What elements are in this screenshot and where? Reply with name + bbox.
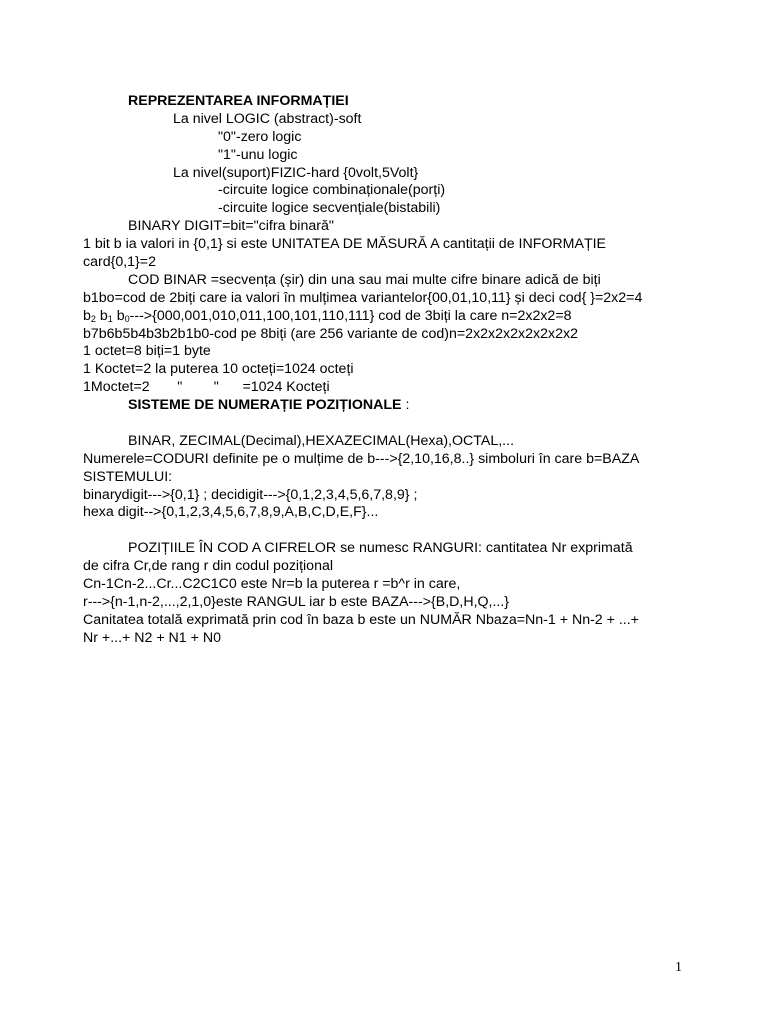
text-line: BINARY DIGIT=bit="cifra binară" <box>128 218 334 235</box>
text-line: Nr +...+ N2 + N1 + N0 <box>83 629 221 646</box>
text-line: card{0,1}=2 <box>83 254 156 271</box>
text-line: "1"-unu logic <box>218 146 298 163</box>
text-line: La nivel(suport)FIZIC-hard {0volt,5Volt} <box>173 164 419 181</box>
subscript: 1 <box>107 313 113 324</box>
text-line: b7b6b5b4b3b2b1b0-cod pe 8biți (are 256 variante de cod)n=2x2x2x2x2x2x2x2 <box>83 325 578 342</box>
text-line: SISTEMULUI: <box>83 468 173 485</box>
text-line: 1 Koctet=2 la puterea 10 octeți=1024 octeți <box>83 361 354 378</box>
section-colon: : <box>401 397 410 414</box>
subscript: 2 <box>90 313 96 324</box>
text-line: Numerele=CODURI definite pe o mulțime de b--->{2,10,16,8..} simboluri în care b=BAZA <box>83 450 640 467</box>
subscript: 0 <box>124 313 130 324</box>
text-line: COD BINAR =secvența (șir) din una sau mai multe cifre binare adică de biți <box>128 271 601 288</box>
heading: REPREZENTAREA INFORMAȚIEI <box>128 93 349 109</box>
document-body <box>83 93 683 648</box>
text-line: La nivel LOGIC (abstract)-soft <box>173 110 362 127</box>
page-number: 1 <box>675 960 682 975</box>
text-fragment: --->{000,001,010,011,100,101,110,111} cod de 3biți la care n=2x2x2=8 <box>129 307 572 324</box>
blank-line <box>83 522 683 540</box>
text-line: de cifra Cr,de rang r din codul pozițional <box>83 558 333 575</box>
text-line: Canitatea totală exprimată prin cod în baza b este un NUMĂR Nbaza=Nn-1 + Nn-2 + ...+ <box>83 611 639 628</box>
blank-line <box>83 415 683 433</box>
text-line: hexa digit-->{0,1,2,3,4,5,6,7,8,9,A,B,C,D,E,F}... <box>83 504 379 521</box>
section-title: SISTEME DE NUMERAȚIE POZIȚIONALE <box>128 397 402 414</box>
text-fragment: b <box>95 307 108 324</box>
text-line-subscripts <box>83 308 683 326</box>
text-line: 1Moctet=2 " " =1024 Kocteți <box>83 379 330 396</box>
text-line: BINAR, ZECIMAL(Decimal),HEXAZECIMAL(Hexa),OCTAL,... <box>128 432 515 449</box>
text-fragment: b <box>83 307 91 324</box>
text-line: 1 bit b ia valori in {0,1} si este UNITATEA DE MĂSURĂ A cantitații de INFORMAȚIE <box>83 236 607 253</box>
text-line: -circuite logice combinaționale(porți) <box>218 182 446 199</box>
section-heading <box>83 397 683 415</box>
text-line: "0"-zero logic <box>218 128 302 145</box>
text-line: POZIȚIILE ÎN COD A CIFRELOR se numesc RANGURI: cantitatea Nr exprimată <box>128 540 633 557</box>
text-fragment: b <box>112 307 125 324</box>
text-line: Cn-1Cn-2...Cr...C2C1C0 este Nr=b la puterea r =b^r in care, <box>83 576 461 593</box>
text-line: binarydigit--->{0,1} ; decidigit--->{0,1,2,3,4,5,6,7,8,9} ; <box>83 486 418 503</box>
text-line: 1 octet=8 biți=1 byte <box>83 343 211 360</box>
text-line: r--->{n-1,n-2,...,2,1,0}este RANGUL iar b este BAZA--->{B,D,H,Q,...} <box>83 593 510 610</box>
text-line: b1bo=cod de 2biți care ia valori în mulțimea variantelor{00,01,10,11} și deci cod{ }=2x2=4 <box>83 289 643 306</box>
text-line: -circuite logice secvențiale(bistabili) <box>218 200 441 217</box>
